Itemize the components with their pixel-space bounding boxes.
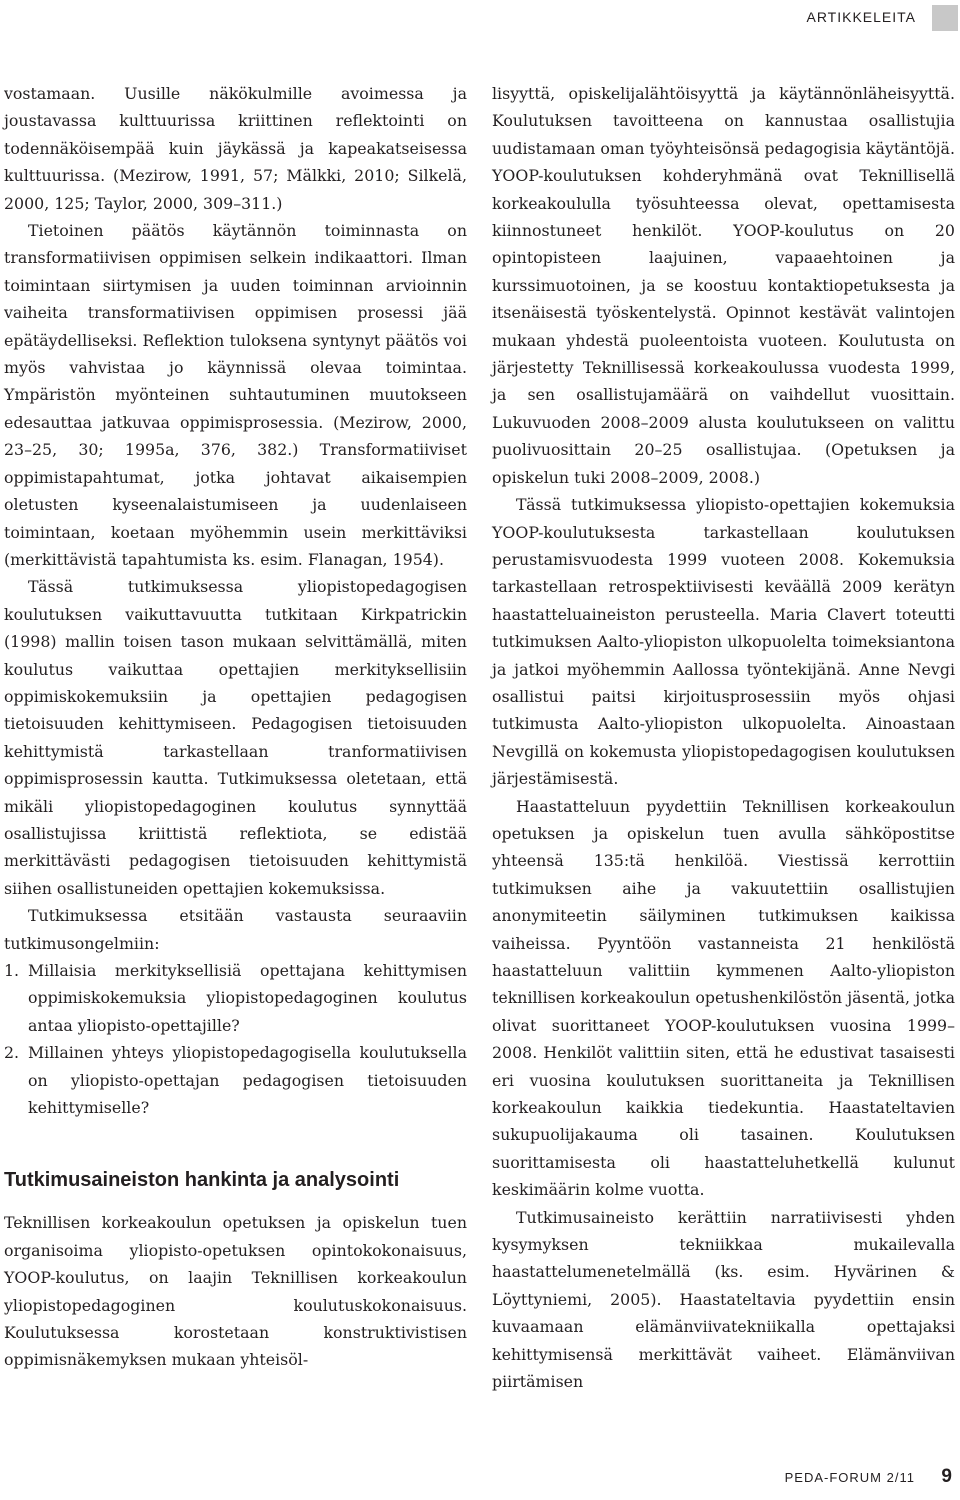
paragraph: lisyyttä, opiskelijalähtöisyyttä ja käytännönläheisyyttä. Koulutuksen tavoitteena on kannustaa osallistujia uudistamaan oman työyhteisönsä pedagogisia käytäntöjä. YOOP-koulutuksen kohderyhmänä ovat Teknillisellä korkeakoululla työsuhteessa olevat, opettamisesta kiinnostuneet henkilöt. YOOP-koulutus on 20 opintopisteen laajuinen, vapaaehtoinen ja kurssimuotoinen, ja se koostuu kontaktiopetuksesta ja itsenäisestä työskentelystä. Opinnot kestävät valintojen mukaan yhdestä puoleentoista vuoteen. Koulutusta on järjestetty Teknillisessä korkeakoulussa vuodesta 1999, ja sen osallistujamäärä on vaihdellut vuosittain. Lukuvuoden 2008–2009 alusta koulutukseen on valittu puolivuosittain 20–25 osallistujaa. (Opetuksen ja opiskelun tuki 2008–2009, 2008.) xyxy=(492,84,955,487)
research-question xyxy=(4,1039,467,1121)
paragraph: Tutkimuksessa etsitään vastausta seuraaviin tutkimusongelmiin: xyxy=(4,906,467,953)
page-header xyxy=(0,0,960,40)
page-number: 9 xyxy=(941,1466,952,1487)
paragraph: Tutkimusaineisto kerättiin narratiivisesti yhden kysymyksen tekniikkaa mukailevalla haastattelumenetelmällä (ks. esim. Hyvärinen & Löyttyniemi, 2005). Haastateltavia pyydettiin ensin kuvaamaan elämänviivatekniikalla opettajaksi kehittymisensä merkittävät vaiheet. Elämänviivan piirtämisen xyxy=(492,1207,955,1392)
paragraph: Tässä tutkimuksessa yliopisto-opettajien kokemuksia YOOP-koulutuksesta tarkastellaan koulutuksen perustamisvuodesta 1999 vuoteen 2008. Kokemuksia tarkastellaan retrospektiivisesti keväällä 2009 kerätyn haastatteluaineiston perusteella. Maria Clavert toteutti tutkimuksen Aalto-yliopiston ulkopuolelta toimeksiantona ja jatkoi myöhemmin Aallossa työntekijänä. Anne Nevgi osallistui paitsi kirjoitusprosessiin myös ohjasi tutkimusta Aalto-yliopiston ulkopuolelta. Ainoastaan Nevgillä on kokemusta yliopistopedagogisen koulutuksen järjestämisestä. xyxy=(492,495,955,789)
section-label: ARTIKKELEITA xyxy=(806,9,916,25)
question-text: Millainen yhteys yliopistopedagogisella koulutuksella on yliopisto-opettajan pedagogisen tietoisuuden kehittymiselle? xyxy=(28,1043,467,1118)
section-heading: Tutkimusaineiston hankinta ja analysointi xyxy=(4,1169,400,1192)
section-marker xyxy=(932,5,958,31)
research-question xyxy=(4,957,467,1039)
paragraph: Tässä tutkimuksessa yliopistopedagogisen koulutuksen vaikuttavuutta tutkitaan Kirkpatrickin (1998) mallin toisen tason mukaan selvittämällä, miten koulutus vaikuttaa opettajien merkityksellisiin oppimiskokemuksiin ja opettajien pedagogisen tietoisuuden kehittymiseen. Pedagogisen tietoisuuden kehittymistä tarkastellaan tranformatiivisen oppimisprosessin kautta. Tutkimuksessa oletetaan, että mikäli yliopistopedagoginen koulutus synnyttää osallistujissa kriittistä reflektiota, se edistää merkittävästi pedagogisen tietoisuuden kehittymistä siihen osallistuneiden opettajien kokemuksissa. xyxy=(4,577,467,898)
left-column xyxy=(4,80,467,1374)
research-questions xyxy=(4,957,467,1121)
paragraph: vostamaan. Uusille näkökulmille avoimessa ja joustavassa kulttuurissa kriittinen reflektointi on todennäköisempää kuin jäykässä ja kapeakatseisessa kulttuurissa. (Mezirow, 1991, 57; Mälkki, 2010; Silkelä, 2000, 125; Taylor, 2000, 309–311.) xyxy=(4,84,467,213)
page-footer xyxy=(785,1466,952,1496)
paragraph: Tietoinen päätös käytännön toiminnasta on transformatiivisen oppimisen selkein indikaattori. Ilman toimintaan siirtymisen ja uuden toiminnan arvioinnin vaiheita transformatiivisen oppimisen prosessi jää epätäydelliseksi. Reflektion tuloksena syntynyt päätös voi myös vahvistaa jo käynnissä olevaa toimintaa. Ympäristön myönteinen suhtautuminen muutokseen edesauttaa jatkuvaa oppimisprosessia. (Mezirow, 2000, 23–25, 30; 1995a, 376, 382.) Transformatiiviset oppimistapahtumat, jotka johtavat aikaisempien oletusten kyseenalaistumiseen ja uudenlaiseen toimintaan, koetaan myöhemmin usein merkittäviksi (merkittävistä tapahtumista ks. esim. Flanagan, 1954). xyxy=(4,221,467,569)
paragraph: Teknillisen korkeakoulun opetuksen ja opiskelun tuen organisoima yliopisto-opetuksen opintokokonaisuus, YOOP-koulutus, on laajin Teknillisen korkeakoulun yliopistopedagoginen koulutuskokonaisuus. Koulutuksessa korostetaan konstruktivistisen oppimisnäkemyksen mukaan yhteisöl- xyxy=(4,1213,467,1370)
question-number: 2. xyxy=(4,1043,20,1063)
question-number: 1. xyxy=(4,961,20,980)
right-column xyxy=(492,80,955,1396)
journal-name: PEDA-FORUM 2/11 xyxy=(784,1470,915,1485)
question-text: Millaisia merkityksellisiä opettajana kehittymisen oppimiskokemuksia yliopistopedagoginen koulutus antaa yliopisto-opettajille? xyxy=(28,961,467,1035)
paragraph: Haastatteluun pyydettiin Teknillisen korkeakoulun opetuksen ja opiskelun tuen avulla sähköpostitse yhteensä 135:tä henkilöä. Viestissä kerrottiin tutkimuksen aihe ja vakuutettiin osallistujien anonymiteetin säilyminen tutkimuksen kaikissa vaiheissa. Pyyntöön vastanneista 21 henkilöstä haastatteluun valittiin kymmenen Aalto-yliopiston teknillisen korkeakoulun opetushenkilöstön jäsentä, jotka olivat suorittaneet YOOP-koulutuksen vuosina 1999–2008. Henkilöt valittiin siten, että he edustivat tasaisesti eri vuosina koulutuksen suorittaneita ja Teknillisen korkeakoulun kaikkia tiedekuntia. Haastateltavien sukupuolijakauma oli tasainen. Koulutuksen suorittamisesta oli haastatteluhetkellä kulunut keskimäärin kolme vuotta. xyxy=(492,796,955,1200)
